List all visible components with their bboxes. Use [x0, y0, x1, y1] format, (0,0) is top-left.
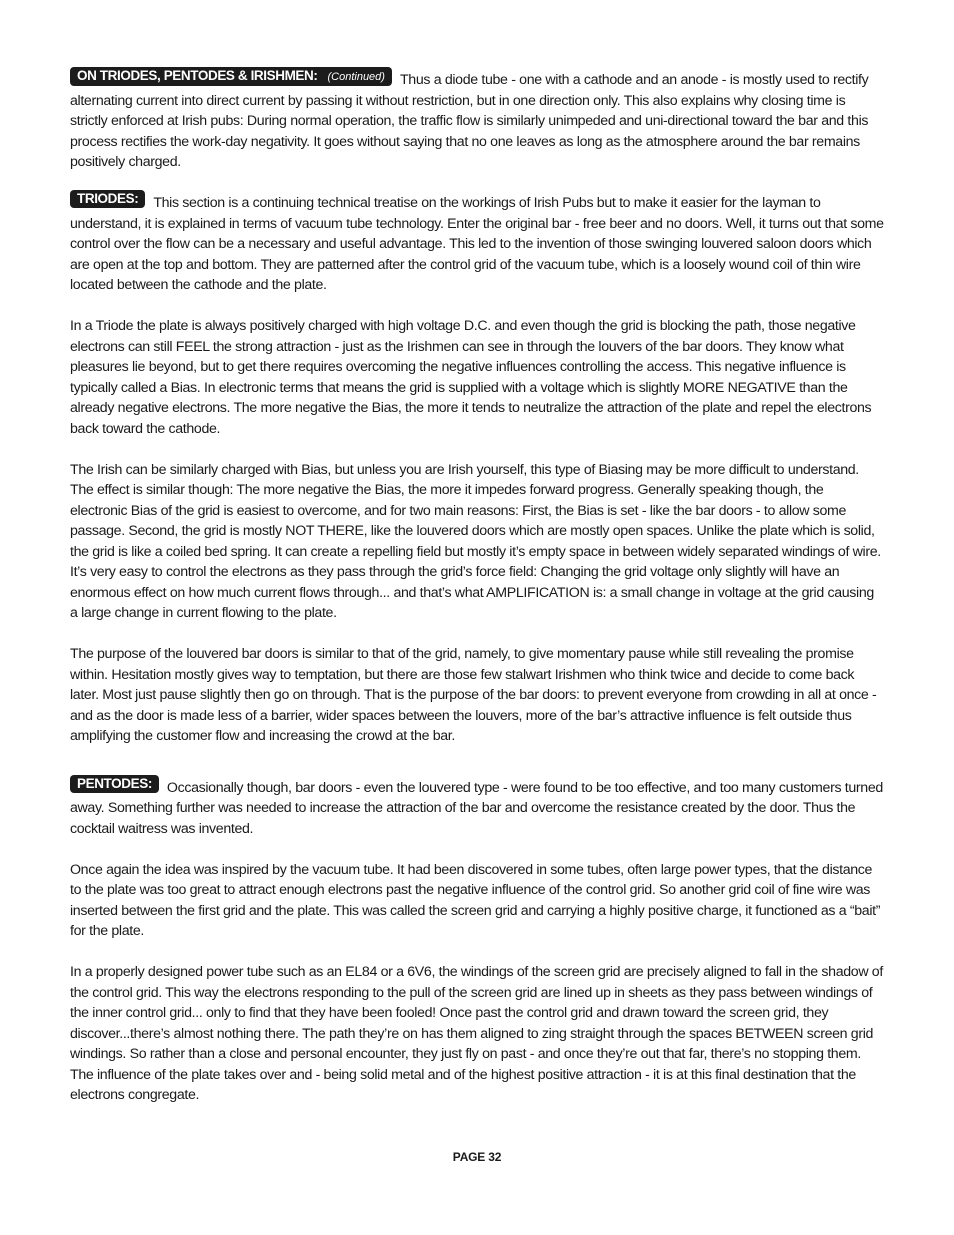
triodes-paragraph-1	[70, 193, 884, 296]
spacer	[70, 839, 884, 860]
page-number: PAGE 32	[452, 1150, 502, 1164]
spacer	[70, 747, 884, 778]
section-heading-intro	[70, 67, 392, 86]
section-heading-continued: (Continued)	[327, 71, 385, 83]
spacer	[70, 296, 884, 317]
section-heading-intro-text: ON TRIODES, PENTODES & IRISHMEN:	[77, 68, 318, 83]
pentodes-paragraph-3: In a properly designed power tube such as an EL84 or a 6V6, the windings of the screen grid are precisely aligned to fall in the shadow of the control grid. This way the electrons responding to the pull of the screen grid are lined up in sheets as they pass between windings of the inner control grid... only to find that they have been fooled! Once past the control grid and drawn toward the screen grid, they discover...there’s almost nothing there. The path they’re on has them aligned to zing straight through the spaces BETWEEN screen grid windings. So rather than a close and personal encounter, they just fly on past - and once they’re out that far, there’s no stopping them. The influence of the plate takes over and - being solid metal and of the highest positive attraction - it is at this final destination that the electrons congregate.	[70, 964, 883, 1103]
spacer	[70, 942, 884, 963]
intro-paragraph	[70, 70, 884, 173]
triodes-paragraph-4: The purpose of the louvered bar doors is similar to that of the grid, namely, to give momentary pause while still revealing the promise within. Hesitation mostly gives way to temptation, but there are those few stalwart Irishmen who think twice and decide to come back later. Most just pause slightly then go on through. That is the purpose of the bar doors: to prevent everyone from crowding in all at once - and as the door is made less of a barrier, wider spaces between the louvers, more of the bar’s attractive influence is felt outside thus amplifying the customer flow and increasing the crowd at the bar.	[70, 646, 877, 744]
pentodes-paragraph-2: Once again the idea was inspired by the vacuum tube. It had been discovered in some tubes, often large power types, that the distance to the plate was too great to attract enough electrons past the negative influence of the control grid. So another grid coil of fine wire was inserted between the first grid and the plate. This was called the screen grid and carrying a highly positive charge, it functioned as a “bait” for the plate.	[70, 861, 881, 939]
section-heading-pentodes: PENTODES:	[70, 775, 159, 793]
spacer	[70, 173, 884, 194]
pentodes-paragraph-1-text: Occasionally though, bar doors - even the louvered type - were found to be too effective, and too many customers turned away. Something further was needed to increase the attraction of the bar and overcome the resistance created by the door. Thus the cocktail waitress was invented.	[70, 779, 883, 837]
triodes-paragraph-1-text: This section is a continuing technical treatise on the workings of Irish Pubs but to make it easier for the layman to understand, it is explained in terms of vacuum tube technology. Enter the original bar - free beer and no doors. Well, it turns out that some control over the flow can be a necessary and useful advantage. This led to the invention of those swinging louvered saloon doors which are open at the top and bottom. They are patterned after the control grid of the vacuum tube, which is a loosely wound coil of thin wire located between the cathode and the plate.	[70, 195, 884, 293]
intro-paragraph-text: Thus a diode tube - one with a cathode and an anode - is mostly used to rectify alternating current into direct current by passing it without restriction, but in one direction only. This also explains why closing time is strictly enforced at Irish pubs: During normal operation, the traffic flow is similarly unimpeded and uni-directional toward the bar and this process rectifies the work-day negativity. It goes without saying that no one leaves as long as the atmosphere around the bar remains positively charged.	[70, 72, 869, 170]
triodes-paragraph-2: In a Triode the plate is always positively charged with high voltage D.C. and even though the grid is blocking the path, those negative electrons can still FEEL the strong attraction - just as the Irishmen can see in through the louvers of the bar doors. They know what pleasures lie beyond, but to get there requires overcoming the negative influences controlling the access. This negative influence is typically called a Bias. In electronic terms that means the grid is supplied with a voltage which is slightly MORE NEGATIVE than the already negative electrons. The more negative the Bias, the more it tends to neutralize the attraction of the plate and repel the electrons back toward the cathode.	[70, 318, 872, 437]
pentodes-paragraph-1	[70, 775, 884, 840]
spacer	[70, 439, 884, 460]
section-heading-triodes: TRIODES:	[70, 190, 145, 208]
spacer	[70, 624, 884, 645]
triodes-paragraph-3: The Irish can be similarly charged with Bias, but unless you are Irish yourself, this type of Biasing may be more difficult to understand. The effect is similar though: The more negative the Bias, the more it impedes forward progress. Generally speaking though, the electronic Bias of the grid is easiest to overcome, and for two main reasons: First, the Bias is set - like the bar doors - to allow some passage. Second, the grid is mostly NOT THERE, like the louvered doors which are mostly open spaces. Unlike the plate which is solid, the grid is like a coiled bed spring. It can create a repelling field but mostly it’s empty space in between widely separated windings of wire. It’s very easy to control the electrons as they pass through the grid’s force field: Changing the grid voltage only slightly will have an enormous effect on how much current flows through... and that’s what AMPLIFICATION is: a small change in voltage at the grid causing a large change in current flowing to the plate.	[70, 461, 881, 621]
